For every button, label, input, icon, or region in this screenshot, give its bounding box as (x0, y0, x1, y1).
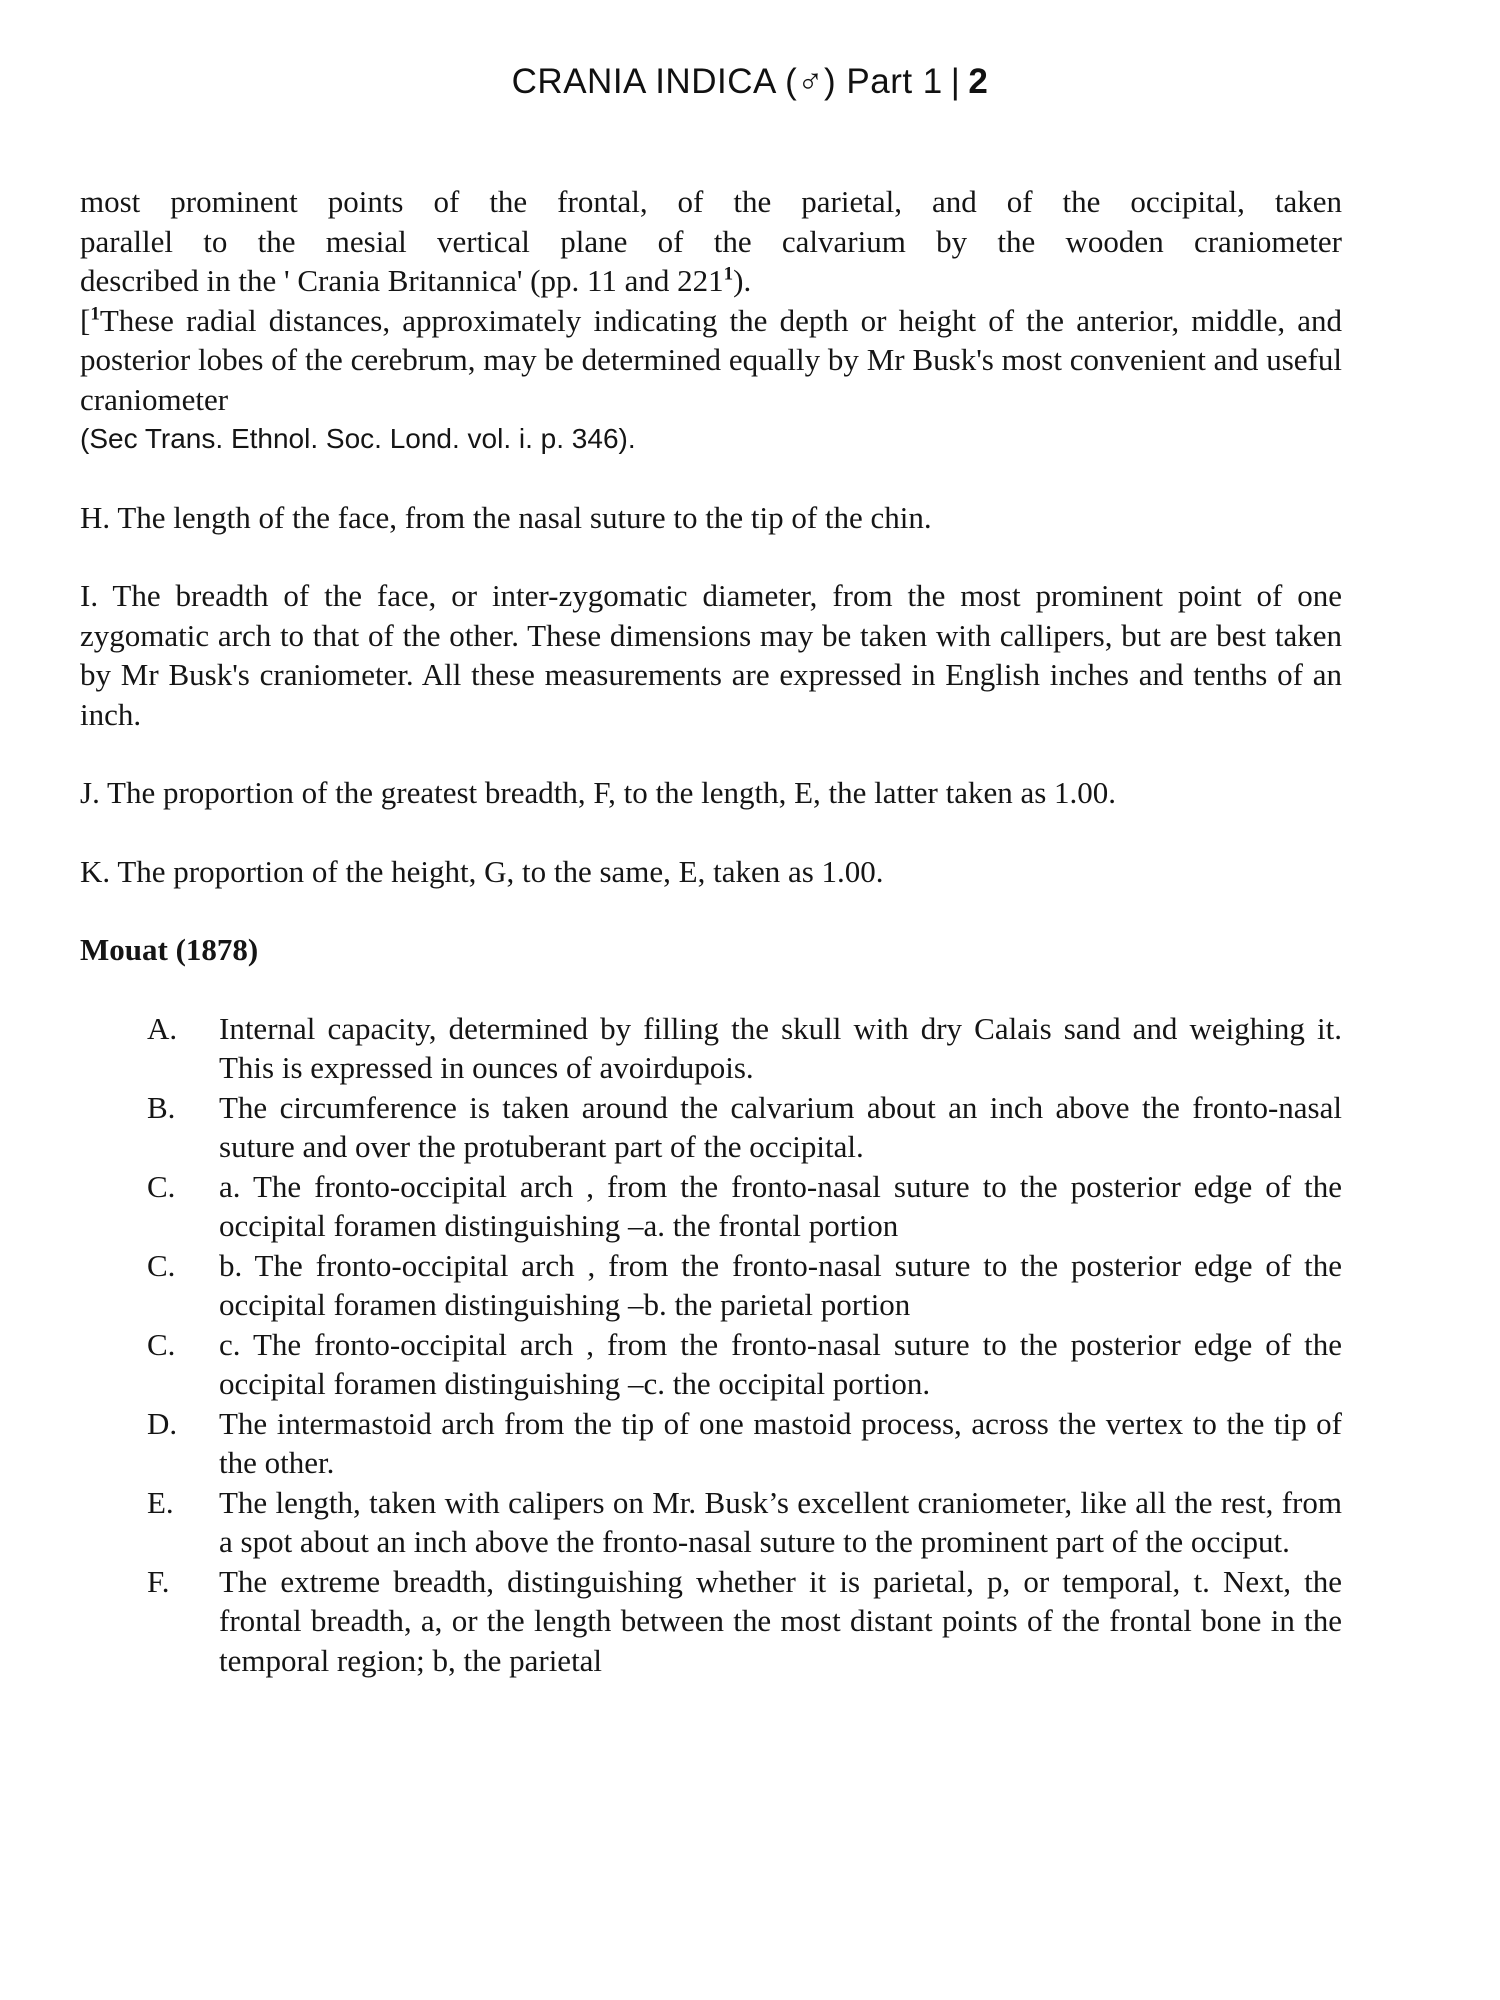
list-item (80, 1167, 1342, 1246)
paragraph-h: H. The length of the face, from the nasal suture to the tip of the chin. (80, 499, 932, 535)
list-marker: A. (147, 1010, 178, 1046)
list-item-text: The extreme breadth, distinguishing whether it is parietal, p, or temporal, t. Next, the frontal breadth, a, or the length between the most distant points of the frontal bone in the temporal region; b, the parietal (219, 1563, 1342, 1678)
paragraph-i: I. The breadth of the face, or inter-zygomatic diameter, from the most prominent point of one zygomatic arch to that of the other. These dimensions may be taken with callipers, but are best taken by Mr Busk's craniometer. All these measurements are expressed in English inches and tenths of an inch. (80, 578, 1342, 732)
list-item (80, 1246, 1342, 1325)
intro-line-1: most prominent points of the frontal, of the parietal, and of the occipital, taken (80, 184, 1342, 219)
footnote (80, 301, 1342, 420)
footnote-marker: 1 (723, 263, 734, 285)
list-item-text: a. The fronto-occipital arch , from the fronto-nasal suture to the posterior edge of the occipital foramen distinguishing –a. the frontal portion (219, 1168, 1342, 1243)
list-marker: D. (147, 1405, 178, 1441)
footnote-open-bracket: [ (80, 302, 91, 338)
footnote-reference: (Sec Trans. Ethnol. Soc. Lond. vol. i. p. 346). (80, 423, 636, 454)
intro-line-3 (80, 261, 1342, 301)
page-number: 2 (968, 62, 989, 101)
list-marker: E. (147, 1484, 174, 1520)
list-item (80, 1009, 1342, 1088)
intro-line-3-text: described in the ' Crania Britannica' (pp. 11 and 221 (80, 263, 724, 298)
list-item-text: c. The fronto-occipital arch , from the fronto-nasal suture to the posterior edge of the occipital foramen distinguishing –c. the occipital portion. (219, 1326, 1342, 1401)
paragraph-j: J. The proportion of the greatest breadth, F, to the length, E, the latter taken as 1.00. (80, 775, 1117, 810)
intro-line-3-end: ). (733, 263, 752, 298)
list-marker: C. (147, 1168, 176, 1204)
page-header (0, 62, 1500, 112)
intro-line-2: parallel to the mesial vertical plane of the calvarium by the wooden craniometer (80, 223, 1342, 259)
list-item (80, 1483, 1342, 1562)
header-title: CRANIA INDICA (♂) Part 1 (511, 62, 943, 101)
list-item (80, 1325, 1342, 1404)
list-item-text: b. The fronto-occipital arch , from the fronto-nasal suture to the posterior edge of the occipital foramen distinguishing –b. the parietal portion (219, 1247, 1342, 1322)
header-separator: | (950, 62, 961, 101)
document-body (80, 182, 1342, 1680)
footnote-text: These radial distances, approximately indicating the depth or height of the anterior, middle, and posterior lobes of the cerebrum, may be determined equally by Mr Busk's most convenient and useful craniometer (80, 302, 1342, 417)
list-item (80, 1404, 1342, 1483)
list-item-text: Internal capacity, determined by filling the skull with dry Calais sand and weighing it. This is expressed in ounces of avoirdupois. (219, 1010, 1342, 1085)
list-item-text: The circumference is taken around the calvarium about an inch above the fronto-nasal suture and over the protuberant part of the occipital. (219, 1089, 1342, 1164)
list-marker: C. (147, 1326, 176, 1362)
list-marker: B. (147, 1089, 176, 1125)
section-heading: Mouat (1878) (80, 932, 259, 967)
paragraph-k: K. The proportion of the height, G, to the same, E, taken as 1.00. (80, 853, 884, 889)
list-marker: F. (147, 1563, 170, 1599)
list-item (80, 1088, 1342, 1167)
list-item-text: The intermastoid arch from the tip of one mastoid process, across the vertex to the tip of the other. (219, 1405, 1342, 1480)
footnote-number: 1 (90, 303, 100, 325)
measurement-list (80, 1009, 1342, 1681)
list-marker: C. (147, 1247, 176, 1283)
list-item (80, 1562, 1342, 1681)
list-item-text: The length, taken with calipers on Mr. Busk’s excellent craniometer, like all the rest, from a spot about an inch above the fronto-nasal suture to the prominent part of the occiput. (219, 1484, 1342, 1559)
